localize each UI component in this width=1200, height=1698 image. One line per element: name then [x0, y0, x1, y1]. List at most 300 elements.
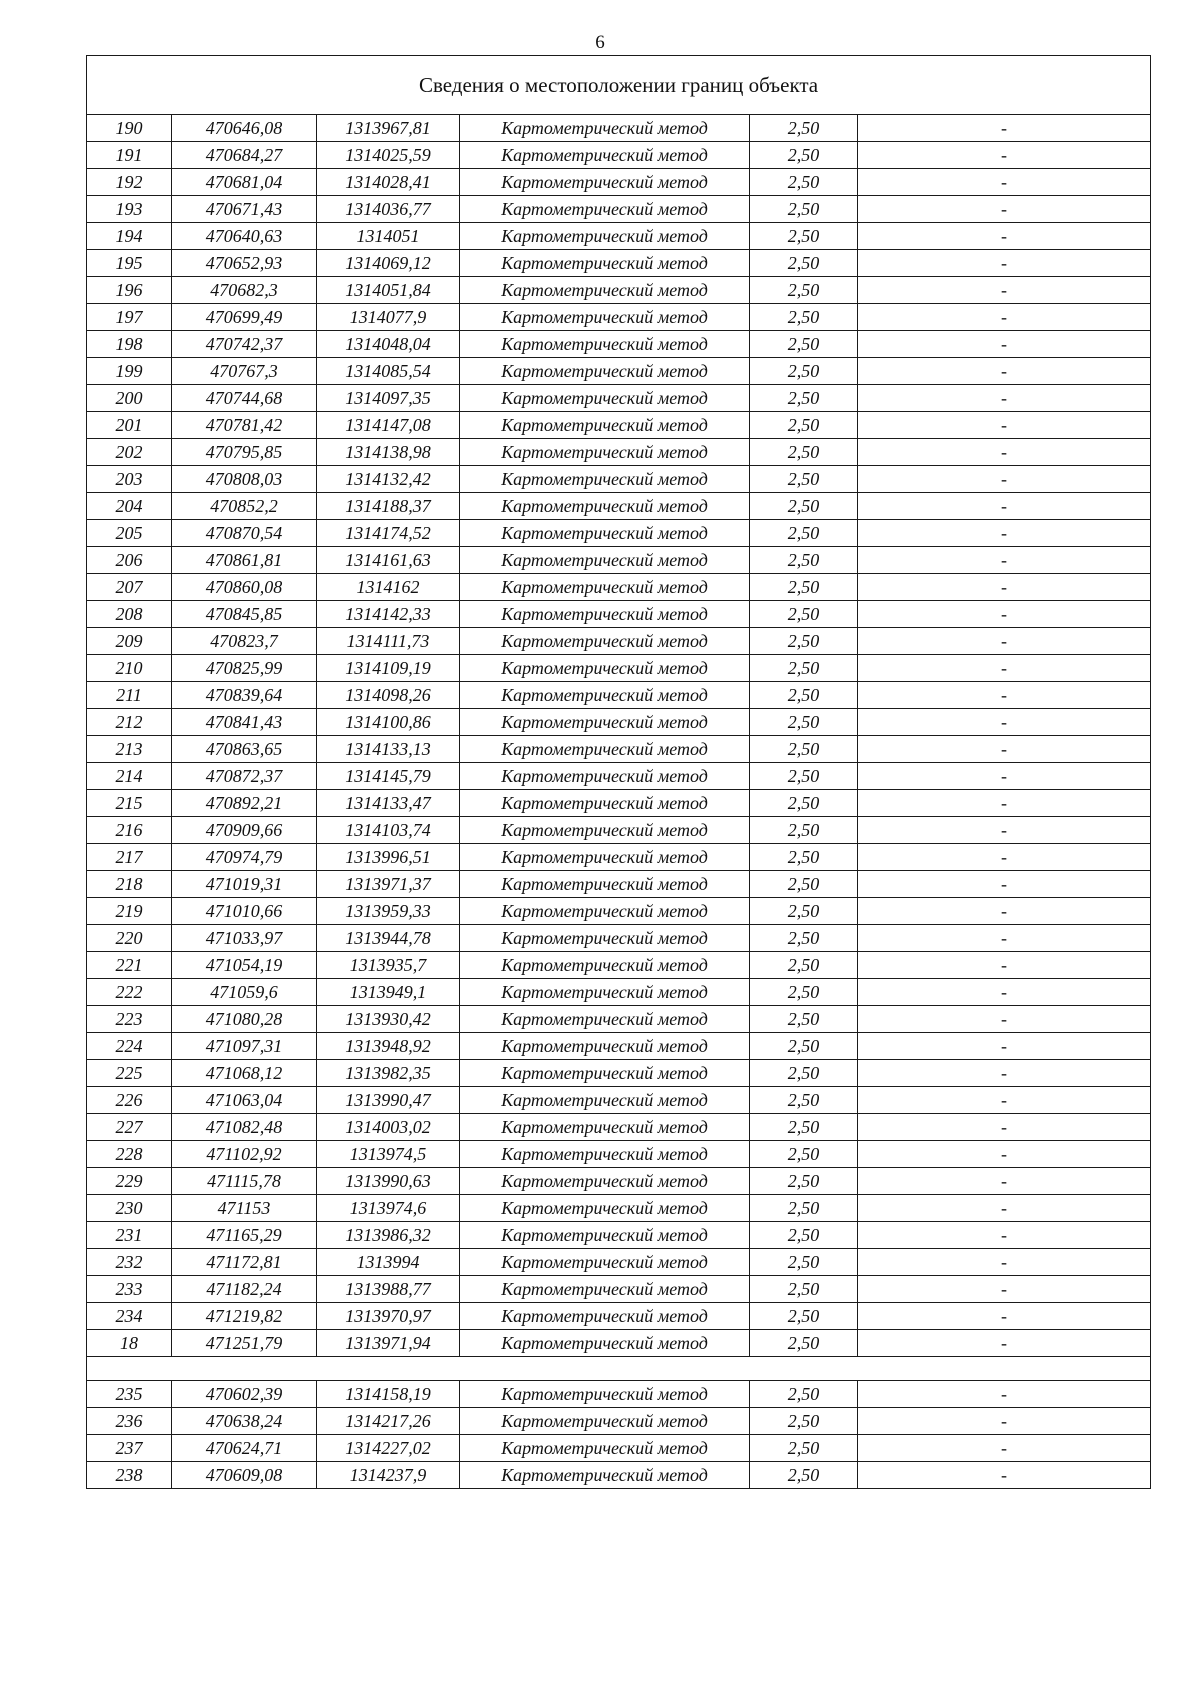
table-row — [87, 196, 1151, 223]
point-number-cell: 224 — [87, 1033, 172, 1060]
x-coordinate-cell: 470870,54 — [172, 520, 317, 547]
table-row — [87, 115, 1151, 142]
y-coordinate-cell: 1313944,78 — [317, 925, 460, 952]
accuracy-cell: 2,50 — [750, 871, 858, 898]
method-cell: Картометрический метод — [460, 979, 750, 1006]
description-cell: - — [858, 520, 1151, 547]
y-coordinate-cell: 1313986,32 — [317, 1222, 460, 1249]
x-coordinate-cell: 471059,6 — [172, 979, 317, 1006]
y-coordinate-cell: 1314111,73 — [317, 628, 460, 655]
accuracy-cell: 2,50 — [750, 979, 858, 1006]
method-cell: Картометрический метод — [460, 1249, 750, 1276]
y-coordinate-cell: 1313990,63 — [317, 1168, 460, 1195]
description-cell: - — [858, 790, 1151, 817]
accuracy-cell: 2,50 — [750, 1249, 858, 1276]
accuracy-cell: 2,50 — [750, 466, 858, 493]
description-cell: - — [858, 898, 1151, 925]
x-coordinate-cell: 470744,68 — [172, 385, 317, 412]
point-number-cell: 209 — [87, 628, 172, 655]
method-cell: Картометрический метод — [460, 1006, 750, 1033]
point-number-cell: 202 — [87, 439, 172, 466]
x-coordinate-cell: 471063,04 — [172, 1087, 317, 1114]
x-coordinate-cell: 470682,3 — [172, 277, 317, 304]
x-coordinate-cell: 470699,49 — [172, 304, 317, 331]
table-row — [87, 250, 1151, 277]
method-cell: Картометрический метод — [460, 439, 750, 466]
contour-separator-row — [87, 1357, 1151, 1381]
description-cell: - — [858, 196, 1151, 223]
table-row — [87, 1330, 1151, 1357]
y-coordinate-cell: 1314147,08 — [317, 412, 460, 439]
accuracy-cell: 2,50 — [750, 115, 858, 142]
table-title-row — [87, 56, 1151, 115]
point-number-cell: 238 — [87, 1462, 172, 1489]
description-cell: - — [858, 385, 1151, 412]
description-cell: - — [858, 1168, 1151, 1195]
point-number-cell: 229 — [87, 1168, 172, 1195]
x-coordinate-cell: 470742,37 — [172, 331, 317, 358]
table-row — [87, 790, 1151, 817]
accuracy-cell: 2,50 — [750, 1381, 858, 1408]
x-coordinate-cell: 470609,08 — [172, 1462, 317, 1489]
x-coordinate-cell: 470823,7 — [172, 628, 317, 655]
method-cell: Картометрический метод — [460, 763, 750, 790]
method-cell: Картометрический метод — [460, 1276, 750, 1303]
y-coordinate-cell: 1314138,98 — [317, 439, 460, 466]
y-coordinate-cell: 1314237,9 — [317, 1462, 460, 1489]
y-coordinate-cell: 1314174,52 — [317, 520, 460, 547]
x-coordinate-cell: 470646,08 — [172, 115, 317, 142]
description-cell: - — [858, 925, 1151, 952]
method-cell: Картометрический метод — [460, 1195, 750, 1222]
description-cell: - — [858, 439, 1151, 466]
x-coordinate-cell: 470624,71 — [172, 1435, 317, 1462]
point-number-cell: 213 — [87, 736, 172, 763]
description-cell: - — [858, 1462, 1151, 1489]
accuracy-cell: 2,50 — [750, 385, 858, 412]
table-row — [87, 844, 1151, 871]
table-row — [87, 871, 1151, 898]
y-coordinate-cell: 1314162 — [317, 574, 460, 601]
method-cell: Картометрический метод — [460, 1408, 750, 1435]
point-number-cell: 205 — [87, 520, 172, 547]
point-number-cell: 207 — [87, 574, 172, 601]
method-cell: Картометрический метод — [460, 1381, 750, 1408]
x-coordinate-cell: 470825,99 — [172, 655, 317, 682]
x-coordinate-cell: 470652,93 — [172, 250, 317, 277]
point-number-cell: 18 — [87, 1330, 172, 1357]
y-coordinate-cell: 1314142,33 — [317, 601, 460, 628]
description-cell: - — [858, 1006, 1151, 1033]
description-cell: - — [858, 1276, 1151, 1303]
y-coordinate-cell: 1314217,26 — [317, 1408, 460, 1435]
accuracy-cell: 2,50 — [750, 547, 858, 574]
method-cell: Картометрический метод — [460, 1462, 750, 1489]
table-row — [87, 952, 1151, 979]
x-coordinate-cell: 470602,39 — [172, 1381, 317, 1408]
method-cell: Картометрический метод — [460, 871, 750, 898]
method-cell: Картометрический метод — [460, 1168, 750, 1195]
accuracy-cell: 2,50 — [750, 439, 858, 466]
method-cell: Картометрический метод — [460, 115, 750, 142]
x-coordinate-cell: 471251,79 — [172, 1330, 317, 1357]
description-cell: - — [858, 1195, 1151, 1222]
x-coordinate-cell: 470781,42 — [172, 412, 317, 439]
y-coordinate-cell: 1314132,42 — [317, 466, 460, 493]
description-cell: - — [858, 628, 1151, 655]
x-coordinate-cell: 470872,37 — [172, 763, 317, 790]
accuracy-cell: 2,50 — [750, 1141, 858, 1168]
table-row — [87, 1381, 1151, 1408]
method-cell: Картометрический метод — [460, 1060, 750, 1087]
accuracy-cell: 2,50 — [750, 763, 858, 790]
description-cell: - — [858, 574, 1151, 601]
table-row — [87, 223, 1151, 250]
method-cell: Картометрический метод — [460, 223, 750, 250]
point-number-cell: 196 — [87, 277, 172, 304]
table-row — [87, 736, 1151, 763]
point-number-cell: 212 — [87, 709, 172, 736]
table-row — [87, 1303, 1151, 1330]
y-coordinate-cell: 1313994 — [317, 1249, 460, 1276]
point-number-cell: 192 — [87, 169, 172, 196]
point-number-cell: 221 — [87, 952, 172, 979]
y-coordinate-cell: 1314100,86 — [317, 709, 460, 736]
y-coordinate-cell: 1314133,13 — [317, 736, 460, 763]
x-coordinate-cell: 471068,12 — [172, 1060, 317, 1087]
x-coordinate-cell: 471082,48 — [172, 1114, 317, 1141]
y-coordinate-cell: 1314109,19 — [317, 655, 460, 682]
accuracy-cell: 2,50 — [750, 1114, 858, 1141]
method-cell: Картометрический метод — [460, 385, 750, 412]
description-cell: - — [858, 493, 1151, 520]
description-cell: - — [858, 169, 1151, 196]
x-coordinate-cell: 470909,66 — [172, 817, 317, 844]
description-cell: - — [858, 304, 1151, 331]
point-number-cell: 236 — [87, 1408, 172, 1435]
point-number-cell: 201 — [87, 412, 172, 439]
x-coordinate-cell: 470681,04 — [172, 169, 317, 196]
x-coordinate-cell: 470640,63 — [172, 223, 317, 250]
table-title: Сведения о местоположении границ объекта — [87, 56, 1151, 115]
method-cell: Картометрический метод — [460, 331, 750, 358]
description-cell: - — [858, 1033, 1151, 1060]
x-coordinate-cell: 470839,64 — [172, 682, 317, 709]
table-row — [87, 709, 1151, 736]
table-row — [87, 1435, 1151, 1462]
accuracy-cell: 2,50 — [750, 1195, 858, 1222]
x-coordinate-cell: 471010,66 — [172, 898, 317, 925]
y-coordinate-cell: 1314036,77 — [317, 196, 460, 223]
x-coordinate-cell: 470808,03 — [172, 466, 317, 493]
accuracy-cell: 2,50 — [750, 1222, 858, 1249]
table-row — [87, 1195, 1151, 1222]
y-coordinate-cell: 1313988,77 — [317, 1276, 460, 1303]
point-number-cell: 230 — [87, 1195, 172, 1222]
point-number-cell: 216 — [87, 817, 172, 844]
x-coordinate-cell: 470841,43 — [172, 709, 317, 736]
point-number-cell: 231 — [87, 1222, 172, 1249]
method-cell: Картометрический метод — [460, 1141, 750, 1168]
point-number-cell: 215 — [87, 790, 172, 817]
method-cell: Картометрический метод — [460, 898, 750, 925]
description-cell: - — [858, 1435, 1151, 1462]
x-coordinate-cell: 471097,31 — [172, 1033, 317, 1060]
y-coordinate-cell: 1314051,84 — [317, 277, 460, 304]
method-cell: Картометрический метод — [460, 574, 750, 601]
point-number-cell: 227 — [87, 1114, 172, 1141]
table-row — [87, 547, 1151, 574]
table-row — [87, 520, 1151, 547]
description-cell: - — [858, 763, 1151, 790]
accuracy-cell: 2,50 — [750, 223, 858, 250]
y-coordinate-cell: 1314003,02 — [317, 1114, 460, 1141]
method-cell: Картометрический метод — [460, 358, 750, 385]
description-cell: - — [858, 817, 1151, 844]
point-number-cell: 217 — [87, 844, 172, 871]
description-cell: - — [858, 223, 1151, 250]
point-number-cell: 222 — [87, 979, 172, 1006]
x-coordinate-cell: 470684,27 — [172, 142, 317, 169]
description-cell: - — [858, 952, 1151, 979]
description-cell: - — [858, 1249, 1151, 1276]
point-number-cell: 233 — [87, 1276, 172, 1303]
point-number-cell: 210 — [87, 655, 172, 682]
description-cell: - — [858, 979, 1151, 1006]
description-cell: - — [858, 682, 1151, 709]
point-number-cell: 199 — [87, 358, 172, 385]
x-coordinate-cell: 471165,29 — [172, 1222, 317, 1249]
accuracy-cell: 2,50 — [750, 493, 858, 520]
method-cell: Картометрический метод — [460, 304, 750, 331]
accuracy-cell: 2,50 — [750, 1168, 858, 1195]
point-number-cell: 235 — [87, 1381, 172, 1408]
table-body — [87, 56, 1151, 1489]
table-row — [87, 1168, 1151, 1195]
table-row — [87, 655, 1151, 682]
x-coordinate-cell: 471080,28 — [172, 1006, 317, 1033]
table-row — [87, 628, 1151, 655]
x-coordinate-cell: 470892,21 — [172, 790, 317, 817]
y-coordinate-cell: 1314085,54 — [317, 358, 460, 385]
table-row — [87, 898, 1151, 925]
point-number-cell: 193 — [87, 196, 172, 223]
point-number-cell: 225 — [87, 1060, 172, 1087]
x-coordinate-cell: 471033,97 — [172, 925, 317, 952]
description-cell: - — [858, 115, 1151, 142]
method-cell: Картометрический метод — [460, 736, 750, 763]
accuracy-cell: 2,50 — [750, 736, 858, 763]
description-cell: - — [858, 1141, 1151, 1168]
description-cell: - — [858, 1060, 1151, 1087]
point-number-cell: 191 — [87, 142, 172, 169]
table-row — [87, 1006, 1151, 1033]
accuracy-cell: 2,50 — [750, 682, 858, 709]
table-row — [87, 1033, 1151, 1060]
y-coordinate-cell: 1313990,47 — [317, 1087, 460, 1114]
description-cell: - — [858, 358, 1151, 385]
accuracy-cell: 2,50 — [750, 1060, 858, 1087]
accuracy-cell: 2,50 — [750, 709, 858, 736]
table-row — [87, 763, 1151, 790]
point-number-cell: 223 — [87, 1006, 172, 1033]
y-coordinate-cell: 1313974,6 — [317, 1195, 460, 1222]
point-number-cell: 211 — [87, 682, 172, 709]
accuracy-cell: 2,50 — [750, 196, 858, 223]
accuracy-cell: 2,50 — [750, 142, 858, 169]
accuracy-cell: 2,50 — [750, 628, 858, 655]
y-coordinate-cell: 1313935,7 — [317, 952, 460, 979]
method-cell: Картометрический метод — [460, 817, 750, 844]
table-row — [87, 304, 1151, 331]
table-row — [87, 817, 1151, 844]
table-row — [87, 1462, 1151, 1489]
method-cell: Картометрический метод — [460, 709, 750, 736]
point-number-cell: 220 — [87, 925, 172, 952]
table-row — [87, 1060, 1151, 1087]
x-coordinate-cell: 470863,65 — [172, 736, 317, 763]
description-cell: - — [858, 1222, 1151, 1249]
page-number: 6 — [595, 32, 605, 53]
x-coordinate-cell: 471153 — [172, 1195, 317, 1222]
method-cell: Картометрический метод — [460, 1033, 750, 1060]
accuracy-cell: 2,50 — [750, 250, 858, 277]
description-cell: - — [858, 412, 1151, 439]
description-cell: - — [858, 1087, 1151, 1114]
y-coordinate-cell: 1314188,37 — [317, 493, 460, 520]
method-cell: Картометрический метод — [460, 169, 750, 196]
x-coordinate-cell: 470638,24 — [172, 1408, 317, 1435]
point-number-cell: 195 — [87, 250, 172, 277]
x-coordinate-cell: 471115,78 — [172, 1168, 317, 1195]
point-number-cell: 204 — [87, 493, 172, 520]
method-cell: Картометрический метод — [460, 844, 750, 871]
method-cell: Картометрический метод — [460, 142, 750, 169]
y-coordinate-cell: 1313971,94 — [317, 1330, 460, 1357]
x-coordinate-cell: 470671,43 — [172, 196, 317, 223]
accuracy-cell: 2,50 — [750, 574, 858, 601]
x-coordinate-cell: 470852,2 — [172, 493, 317, 520]
method-cell: Картометрический метод — [460, 952, 750, 979]
table-row — [87, 331, 1151, 358]
x-coordinate-cell: 471172,81 — [172, 1249, 317, 1276]
y-coordinate-cell: 1314069,12 — [317, 250, 460, 277]
point-number-cell: 198 — [87, 331, 172, 358]
description-cell: - — [858, 1114, 1151, 1141]
table-row — [87, 682, 1151, 709]
method-cell: Картометрический метод — [460, 547, 750, 574]
point-number-cell: 214 — [87, 763, 172, 790]
accuracy-cell: 2,50 — [750, 1435, 858, 1462]
accuracy-cell: 2,50 — [750, 952, 858, 979]
table-row — [87, 142, 1151, 169]
accuracy-cell: 2,50 — [750, 925, 858, 952]
y-coordinate-cell: 1314227,02 — [317, 1435, 460, 1462]
x-coordinate-cell: 470795,85 — [172, 439, 317, 466]
method-cell: Картометрический метод — [460, 1330, 750, 1357]
x-coordinate-cell: 471219,82 — [172, 1303, 317, 1330]
y-coordinate-cell: 1314028,41 — [317, 169, 460, 196]
table-row — [87, 925, 1151, 952]
method-cell: Картометрический метод — [460, 520, 750, 547]
table-row — [87, 466, 1151, 493]
description-cell: - — [858, 331, 1151, 358]
y-coordinate-cell: 1314098,26 — [317, 682, 460, 709]
accuracy-cell: 2,50 — [750, 898, 858, 925]
table-row — [87, 385, 1151, 412]
accuracy-cell: 2,50 — [750, 1087, 858, 1114]
y-coordinate-cell: 1314161,63 — [317, 547, 460, 574]
y-coordinate-cell: 1314048,04 — [317, 331, 460, 358]
description-cell: - — [858, 1381, 1151, 1408]
x-coordinate-cell: 470861,81 — [172, 547, 317, 574]
x-coordinate-cell: 470860,08 — [172, 574, 317, 601]
method-cell: Картометрический метод — [460, 196, 750, 223]
accuracy-cell: 2,50 — [750, 1303, 858, 1330]
y-coordinate-cell: 1313971,37 — [317, 871, 460, 898]
point-number-cell: 190 — [87, 115, 172, 142]
y-coordinate-cell: 1313974,5 — [317, 1141, 460, 1168]
table-row — [87, 1114, 1151, 1141]
method-cell: Картометрический метод — [460, 1303, 750, 1330]
point-number-cell: 208 — [87, 601, 172, 628]
table-row — [87, 439, 1151, 466]
y-coordinate-cell: 1313949,1 — [317, 979, 460, 1006]
method-cell: Картометрический метод — [460, 493, 750, 520]
method-cell: Картометрический метод — [460, 277, 750, 304]
x-coordinate-cell: 471102,92 — [172, 1141, 317, 1168]
boundary-coordinates-table — [86, 55, 1151, 1489]
x-coordinate-cell: 471182,24 — [172, 1276, 317, 1303]
table-row — [87, 1141, 1151, 1168]
point-number-cell: 197 — [87, 304, 172, 331]
accuracy-cell: 2,50 — [750, 1408, 858, 1435]
accuracy-cell: 2,50 — [750, 1462, 858, 1489]
x-coordinate-cell: 471019,31 — [172, 871, 317, 898]
y-coordinate-cell: 1314158,19 — [317, 1381, 460, 1408]
y-coordinate-cell: 1313970,97 — [317, 1303, 460, 1330]
description-cell: - — [858, 736, 1151, 763]
point-number-cell: 218 — [87, 871, 172, 898]
accuracy-cell: 2,50 — [750, 1276, 858, 1303]
table-row — [87, 169, 1151, 196]
table-row — [87, 1222, 1151, 1249]
method-cell: Картометрический метод — [460, 682, 750, 709]
point-number-cell: 228 — [87, 1141, 172, 1168]
accuracy-cell: 2,50 — [750, 790, 858, 817]
description-cell: - — [858, 601, 1151, 628]
method-cell: Картометрический метод — [460, 1114, 750, 1141]
y-coordinate-cell: 1314097,35 — [317, 385, 460, 412]
accuracy-cell: 2,50 — [750, 169, 858, 196]
description-cell: - — [858, 709, 1151, 736]
point-number-cell: 237 — [87, 1435, 172, 1462]
method-cell: Картометрический метод — [460, 628, 750, 655]
table-row — [87, 979, 1151, 1006]
y-coordinate-cell: 1313967,81 — [317, 115, 460, 142]
table-row — [87, 574, 1151, 601]
accuracy-cell: 2,50 — [750, 655, 858, 682]
x-coordinate-cell: 470767,3 — [172, 358, 317, 385]
description-cell: - — [858, 547, 1151, 574]
description-cell: - — [858, 277, 1151, 304]
y-coordinate-cell: 1313996,51 — [317, 844, 460, 871]
accuracy-cell: 2,50 — [750, 601, 858, 628]
point-number-cell: 206 — [87, 547, 172, 574]
point-number-cell: 232 — [87, 1249, 172, 1276]
description-cell: - — [858, 1408, 1151, 1435]
accuracy-cell: 2,50 — [750, 412, 858, 439]
